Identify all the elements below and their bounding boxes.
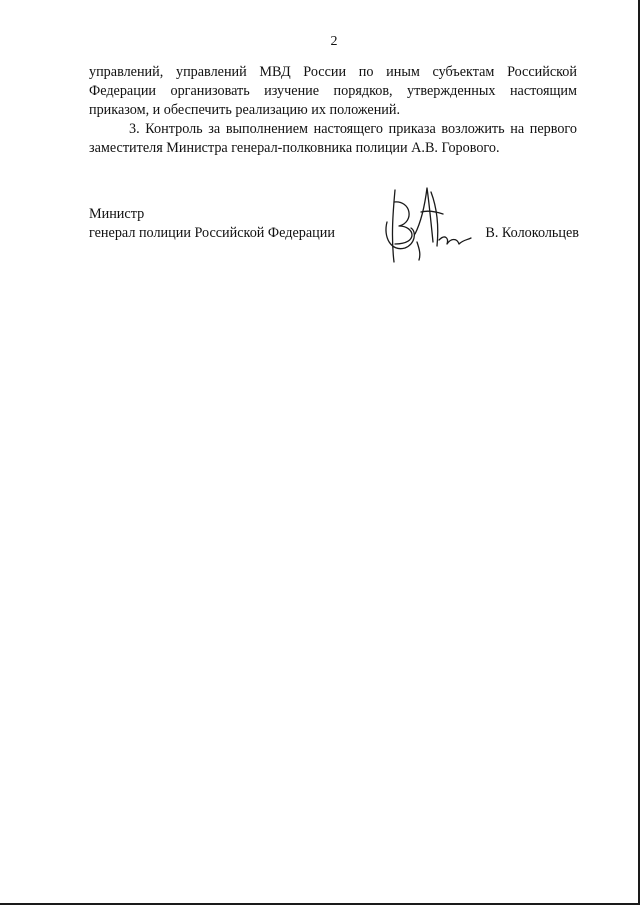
- signature-block: [89, 205, 579, 285]
- signatory-rank: генерал полиции Российской Федерации: [89, 225, 335, 241]
- document-body: [89, 63, 577, 158]
- paragraph-control-clause: 3. Контроль за выполнением настоящего приказа возложить на первого заместителя Министра генерал-полковника полиции А.В. Горового.: [89, 121, 577, 156]
- paragraph-continuation: управлений, управлений МВД России по иным субъектам Российской Федерации организовать изучение порядков, утвержденных настоящим приказом, и обеспечить реализацию их положений.: [89, 64, 577, 118]
- handwritten-signature: [381, 182, 481, 272]
- signatory-name: В. Колокольцев: [485, 225, 579, 241]
- page-number: 2: [330, 34, 338, 49]
- signatory-position: Министр: [89, 206, 145, 222]
